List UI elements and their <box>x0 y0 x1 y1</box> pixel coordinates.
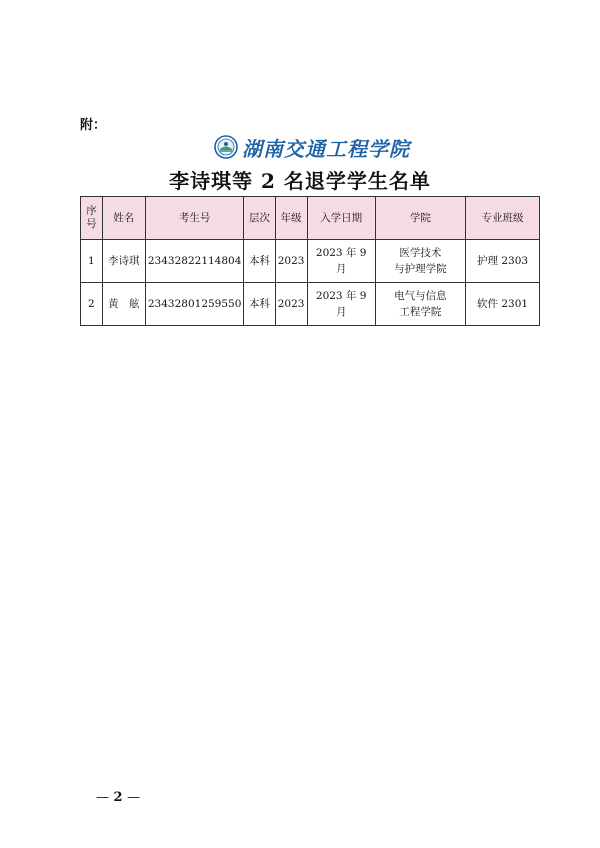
cell-level: 本科 <box>244 240 275 283</box>
college-line-2: 与护理学院 <box>394 263 447 275</box>
cell-college <box>375 240 465 283</box>
cell-level: 本科 <box>244 283 275 326</box>
col-header-index-label: 序号 <box>86 205 97 230</box>
college-line-1: 医学技术 <box>399 247 442 259</box>
cell-grade: 2023 <box>275 283 307 326</box>
col-header-grade: 年级 <box>275 197 307 240</box>
cell-exam-no: 23432822114804 <box>145 240 244 283</box>
attachment-label: 附： <box>80 118 107 133</box>
cell-class: 软件 2301 <box>466 283 540 326</box>
cell-enroll-date: 2023 年 9 月 <box>307 240 375 283</box>
cell-enroll-date: 2023 年 9 月 <box>307 283 375 326</box>
table-row <box>81 240 540 283</box>
col-header-enroll-date: 入学日期 <box>307 197 375 240</box>
col-header-name: 姓名 <box>102 197 145 240</box>
cell-college <box>375 283 465 326</box>
col-header-level: 层次 <box>244 197 275 240</box>
col-header-college: 学院 <box>375 197 465 240</box>
page-number <box>96 790 140 805</box>
cell-name: 黄 舷 <box>102 283 145 326</box>
cell-exam-no: 23432801259550 <box>145 283 244 326</box>
table-header-row <box>81 197 540 240</box>
school-logo <box>214 134 410 160</box>
school-name: 湖南交通工程学院 <box>242 136 410 161</box>
cell-index: 1 <box>81 240 103 283</box>
col-header-exam-no: 考生号 <box>145 197 244 240</box>
page-number-value: 2 <box>113 790 123 805</box>
cell-name: 李诗琪 <box>102 240 145 283</box>
document-title: 李诗琪等 2 名退学学生名单 <box>169 169 431 193</box>
school-emblem-icon <box>214 135 238 159</box>
cell-index: 2 <box>81 283 103 326</box>
withdrawal-table <box>80 196 540 326</box>
page-number-dash-left: — <box>96 790 109 805</box>
col-header-class: 专业班级 <box>466 197 540 240</box>
college-line-2: 工程学院 <box>399 306 442 318</box>
cell-class: 护理 2303 <box>466 240 540 283</box>
college-line-1: 电气与信息 <box>394 290 447 302</box>
page-number-dash-right: — <box>127 790 141 805</box>
table-row <box>81 283 540 326</box>
col-header-index <box>81 197 103 240</box>
cell-grade: 2023 <box>275 240 307 283</box>
